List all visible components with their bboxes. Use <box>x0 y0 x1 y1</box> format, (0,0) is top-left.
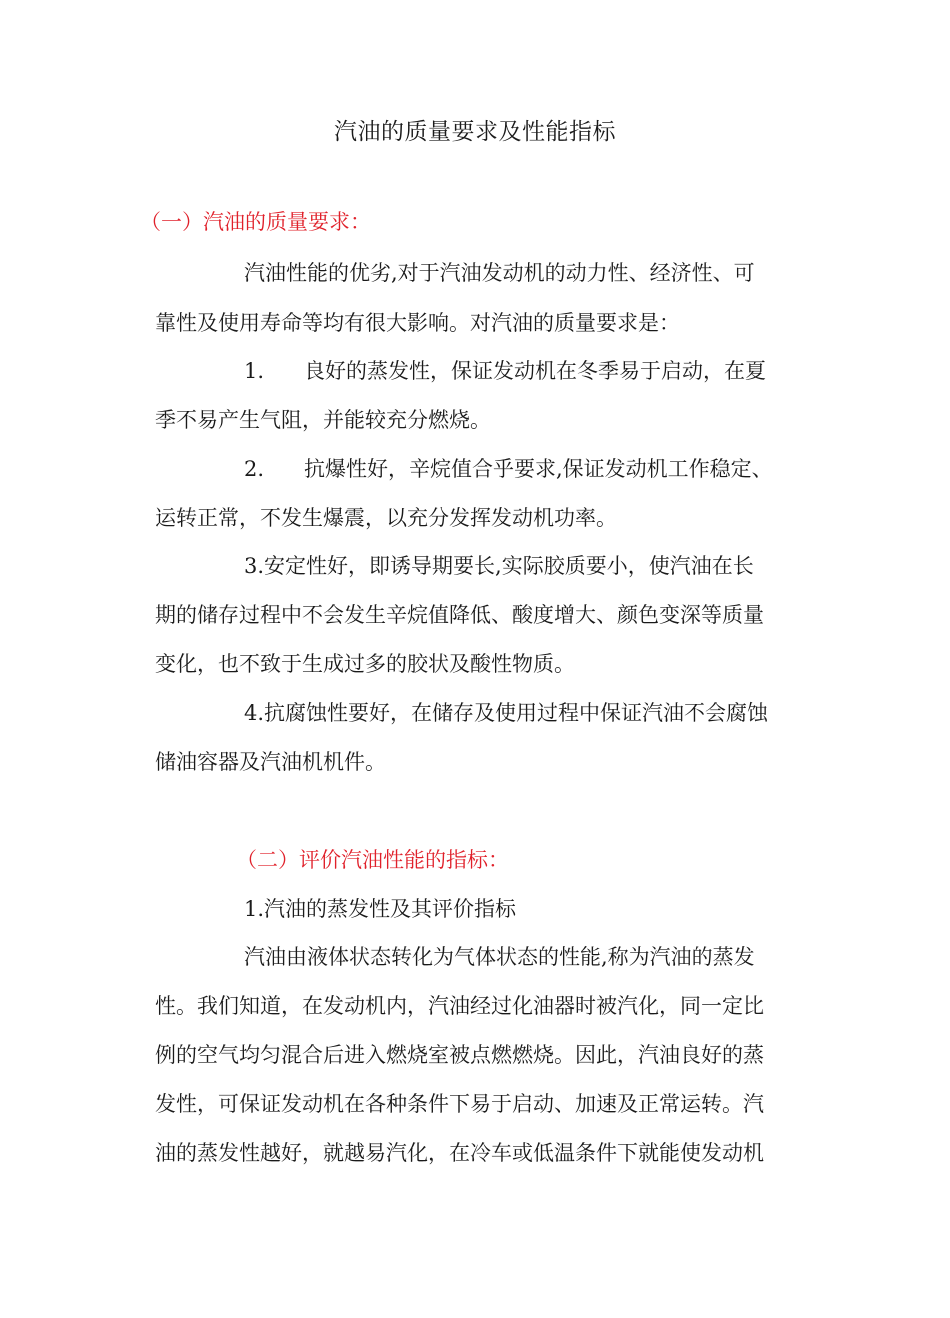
requirement-item-1-text: 良好的蒸发性，保证发动机在冬季易于启动，在夏 <box>304 359 766 383</box>
requirement-item-3-continuation-2: 变化，也不致于生成过多的胶状及酸性物质。 <box>155 652 575 676</box>
section2-para-line-5: 油的蒸发性越好，就越易汽化，在冷车或低温条件下就能使发动机 <box>155 1141 764 1165</box>
section2-heading: （二）评价汽油性能的指标： <box>236 848 509 872</box>
section1-heading: （一）汽油的质量要求： <box>140 210 371 234</box>
requirement-item-1 <box>244 355 766 387</box>
section2-para-line-1: 汽油由液体状态转化为气体状态的性能,称为汽油的蒸发 <box>244 945 755 969</box>
requirement-item-2 <box>244 453 773 485</box>
requirement-item-2-continuation: 运转正常，不发生爆震，以充分发挥发动机功率。 <box>155 506 617 530</box>
requirement-item-2-text: 抗爆性好，辛烷值合乎要求,保证发动机工作稳定、 <box>304 457 773 481</box>
section2-para-line-2: 性。我们知道，在发动机内，汽油经过化油器时被汽化，同一定比 <box>155 994 764 1018</box>
section1-intro-line-1: 汽油性能的优劣,对于汽油发动机的动力性、经济性、可 <box>244 261 755 285</box>
section1-intro-line-2: 靠性及使用寿命等均有很大影响。对汽油的质量要求是： <box>155 311 680 335</box>
requirement-item-1-continuation: 季不易产生气阻，并能较充分燃烧。 <box>155 408 491 432</box>
section2-para-line-3: 例的空气均匀混合后进入燃烧室被点燃燃烧。因此，汽油良好的蒸 <box>155 1043 764 1067</box>
page-title: 汽油的质量要求及性能指标 <box>334 119 616 145</box>
requirement-item-3: 3.安定性好，即诱导期要长,实际胶质要小，使汽油在长 <box>244 554 754 578</box>
section2-para-line-4: 发性，可保证发动机在各种条件下易于启动、加速及正常运转。汽 <box>155 1092 764 1116</box>
section2-subheading: 1.汽油的蒸发性及其评价指标 <box>244 897 517 921</box>
requirement-item-1-number: 1. <box>244 359 265 383</box>
requirement-item-3-continuation-1: 期的储存过程中不会发生辛烷值降低、酸度增大、颜色变深等质量 <box>155 603 764 627</box>
requirement-item-2-number: 2. <box>244 457 265 481</box>
requirement-item-4-continuation: 储油容器及汽油机机件。 <box>155 750 386 774</box>
requirement-item-4: 4.抗腐蚀性要好，在储存及使用过程中保证汽油不会腐蚀 <box>244 701 769 725</box>
